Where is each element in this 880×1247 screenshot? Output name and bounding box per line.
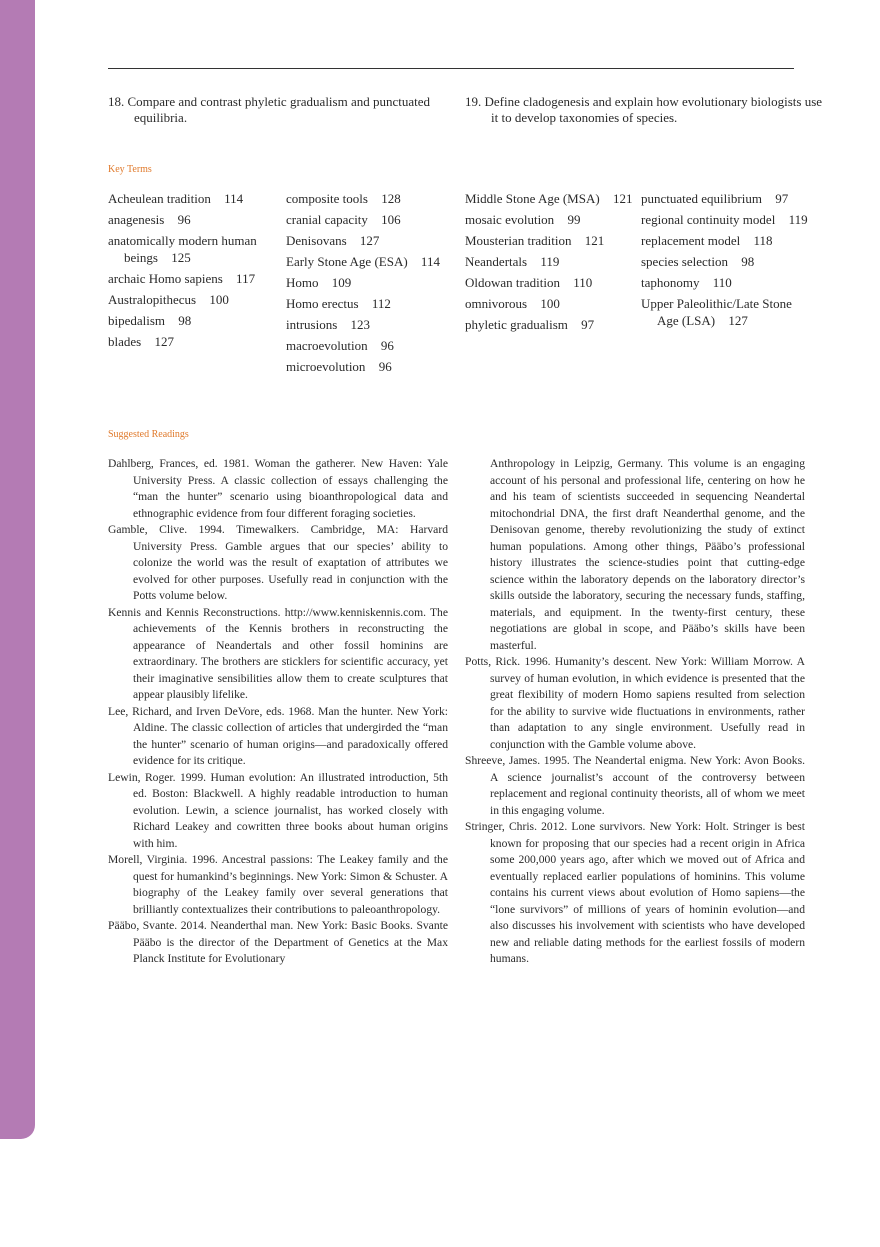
key-term-label: replacement model — [641, 233, 741, 248]
key-term-label: Denisovans — [286, 233, 347, 248]
key-term-label: anagenesis — [108, 212, 165, 227]
key-term-page: 97 — [581, 317, 595, 332]
key-term-page: 96 — [378, 359, 392, 374]
key-term — [108, 312, 278, 329]
key-term — [108, 211, 278, 228]
key-term-page: 121 — [612, 191, 633, 206]
key-term-page: 128 — [381, 191, 401, 206]
key-term — [286, 295, 456, 312]
key-term — [465, 316, 635, 333]
chapter-color-band — [0, 0, 35, 1139]
key-term-label: taphonomy — [641, 275, 700, 290]
key-term — [641, 253, 811, 270]
key-term — [641, 274, 811, 291]
reading-entry: Dahlberg, Frances, ed. 1981. Woman the gatherer. New Haven: Yale University Press. A classic collection of essays challenging the “man the hunter” scenario using bioanthropological data and ethnographic evidence from four different foraging societies. — [108, 457, 448, 520]
key-term — [286, 358, 456, 375]
key-term-label: Homo erectus — [286, 296, 359, 311]
key-terms-column-3 — [465, 190, 635, 337]
reading-entry: Stringer, Chris. 2012. Lone survivors. New York: Holt. Stringer is best known for proposing that our species had a recent origin in Africa some 200,000 years ago, after which we moved out of Africa and eventually replaced earlier populations of hominins. This volume contains his current views about evolution of Homo sapiens—the “lone survivors” of millions of years of hominin evolution—and also discusses his involvement with scientists who have developed new and reliable dating methods for the earliest fossils of modern humans. — [465, 820, 805, 965]
key-term-page: 106 — [381, 212, 401, 227]
reading-entry: Shreeve, James. 1995. The Neandertal enigma. New York: Avon Books. A science journalist’s account of the controversy between replacement and regional continuity theorists, all of whom we meet in this engaging volume. — [465, 754, 805, 817]
readings-right-column — [465, 456, 805, 968]
key-term — [286, 337, 456, 354]
key-term-label: cranial capacity — [286, 212, 368, 227]
key-term — [108, 270, 278, 287]
key-terms-heading: Key Terms — [108, 164, 152, 175]
key-term-page: 127 — [359, 233, 380, 248]
key-term-page: 119 — [540, 254, 560, 269]
key-term-label: blades — [108, 334, 142, 349]
reading-entry: Pääbo, Svante. 2014. Neanderthal man. New York: Basic Books. Svante Pääbo is the director of the Department of Genetics at the Max Planck Institute for Evolutionary — [108, 919, 448, 965]
key-term-label: omnivorous — [465, 296, 528, 311]
key-term — [108, 190, 278, 207]
key-term — [641, 190, 811, 207]
reading-entry: Gamble, Clive. 1994. Timewalkers. Cambridge, MA: Harvard University Press. Gamble argues that our species’ ability to colonize the world was the result of exaptation of attributes we evolved for other purposes. Usefully read in conjunction with the Potts volume below. — [108, 523, 448, 602]
key-term — [108, 333, 278, 350]
key-term-page: 100 — [540, 296, 560, 311]
key-terms-column-1 — [108, 190, 278, 354]
key-term-page: 114 — [420, 254, 440, 269]
reading-entry-continuation: Anthropology in Leipzig, Germany. This volume is an engaging account of his personal and professional life, centering on how he and his team of scientists succeeded in sequencing Neandertal mitochondrial DNA, the first draft Neanderthal genome, and the Denisovan genome, thereby revolutionizing the study of extinct human populations. Among other things, Pääbo’s professional history illustrates the science-studies point that cutting-edge science within the laboratory depends on the laboratory director’s skills outside the laboratory, securing the necessary funds, staffing, materials, and equipment. In the twenty-first century, these negotiations are global in scope, and Pääbo’s skills have been masterful. — [490, 457, 805, 652]
key-term — [641, 211, 811, 228]
review-question-18: 18. Compare and contrast phyletic gradualism and punctuated equilibria. — [108, 94, 431, 125]
key-terms-column-2 — [286, 190, 456, 379]
key-term-label: phyletic gradualism — [465, 317, 568, 332]
key-term-label: punctuated equilibrium — [641, 191, 762, 206]
key-term — [286, 232, 456, 249]
key-term-page: 127 — [728, 313, 748, 328]
key-term-label: Homo — [286, 275, 319, 290]
key-term — [641, 295, 811, 329]
key-term-page: 96 — [177, 212, 191, 227]
key-term-page: 98 — [741, 254, 755, 269]
key-term — [641, 232, 811, 249]
key-term-label: regional continuity model — [641, 212, 776, 227]
key-term-page: 125 — [171, 250, 191, 265]
key-term-label: anatomically modern human beings — [108, 233, 257, 265]
key-term-page: 110 — [573, 275, 593, 290]
key-term-page: 110 — [712, 275, 732, 290]
key-term-label: intrusions — [286, 317, 338, 332]
key-term-page: 119 — [788, 212, 808, 227]
key-term-label: archaic Homo sapiens — [108, 271, 223, 286]
key-term — [465, 190, 635, 207]
key-term-label: mosaic evolution — [465, 212, 555, 227]
key-terms-column-4 — [641, 190, 811, 333]
key-term-page: 114 — [224, 191, 244, 206]
key-term — [465, 232, 635, 249]
key-term-page: 97 — [775, 191, 789, 206]
key-term-label: Early Stone Age (ESA) — [286, 254, 408, 269]
key-term — [465, 211, 635, 228]
key-term-page: 99 — [567, 212, 581, 227]
key-term-label: Oldowan tradition — [465, 275, 560, 290]
key-term-label: Neandertals — [465, 254, 528, 269]
key-term-page: 127 — [154, 334, 174, 349]
key-term-label: Acheulean tradition — [108, 191, 211, 206]
reading-entry: Lewin, Roger. 1999. Human evolution: An illustrated introduction, 5th ed. Boston: Blackwell. A highly readable introduction to human evolution. Lewin, a science journalist, has worked closely with Richard Leakey and cowritten three books about human origins with him. — [108, 770, 448, 850]
key-term-label: Middle Stone Age (MSA) — [465, 191, 600, 206]
key-term — [465, 274, 635, 291]
key-term — [465, 295, 635, 312]
key-term-label: species selection — [641, 254, 728, 269]
key-term — [286, 190, 456, 207]
key-term-label: microevolution — [286, 359, 366, 374]
key-term-label: Mousterian tradition — [465, 233, 572, 248]
key-term-page: 118 — [753, 233, 773, 248]
key-term — [108, 291, 278, 308]
key-term-page: 100 — [209, 292, 229, 307]
key-term-page: 109 — [331, 275, 352, 290]
reading-entry: Kennis and Kennis Reconstructions. http://www.kenniskennis.com. The achievements of the Kennis brothers in reconstructing the appearance of Neandertals and other fossil hominins are extraordinary. The brothers are sticklers for scientific accuracy, yet their imaginative sensibilities allow them to create sculptures that appear plausibly lifelike. — [108, 605, 448, 701]
key-term — [286, 211, 456, 228]
reading-entry: Morell, Virginia. 1996. Ancestral passions: The Leakey family and the quest for humankind’s beginnings. New York: Simon & Schuster. A biography of the Leakey family over several generations that brilliantly contextualizes their contributions to paleoanthropology. — [108, 853, 448, 916]
key-term — [286, 316, 456, 333]
key-term — [286, 274, 456, 291]
key-term-label: Upper Paleolithic/Late Stone Age (LSA) — [641, 296, 792, 328]
suggested-readings-heading: Suggested Readings — [108, 429, 189, 440]
key-term — [465, 253, 635, 270]
key-term-label: Australopithecus — [108, 292, 197, 307]
key-term-page: 123 — [350, 317, 371, 332]
key-term-page: 96 — [380, 338, 394, 353]
key-term — [108, 232, 278, 266]
key-term-label: composite tools — [286, 191, 368, 206]
key-term-page: 112 — [371, 296, 391, 311]
readings-left-column — [108, 456, 448, 968]
key-term-label: macroevolution — [286, 338, 368, 353]
key-term-page: 117 — [236, 271, 256, 286]
reading-entry: Lee, Richard, and Irven DeVore, eds. 1968. Man the hunter. New York: Aldine. The classic collection of articles that undergirded the “man the hunter” scenario of human origins—and paradoxically offered evidence for its critique. — [108, 704, 448, 767]
top-rule — [108, 68, 794, 69]
key-term-page: 98 — [178, 313, 192, 328]
key-term-page: 121 — [584, 233, 605, 248]
key-term-label: bipedalism — [108, 313, 166, 328]
review-question-19: 19. Define cladogenesis and explain how evolutionary biologists use it to develop taxonomies of species. — [465, 94, 823, 125]
key-term — [286, 253, 456, 270]
reading-entry: Potts, Rick. 1996. Humanity’s descent. New York: William Morrow. A survey of human evolution, in which evidence is presented that the great flexibility of modern Homo sapiens resulted from selection for the ability to survive wide fluctuations in environments, rather than adaptation to any single environment. Usefully read in conjunction with the Gamble volume above. — [465, 655, 805, 751]
